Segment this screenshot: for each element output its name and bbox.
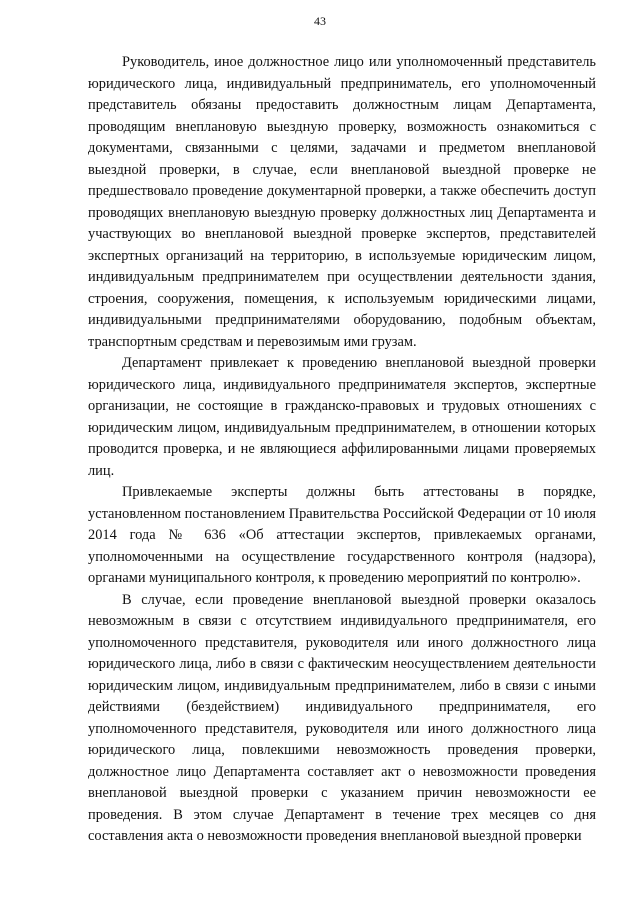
page-number: 43 — [314, 14, 326, 28]
paragraph-inspection-impossible: В случае, если проведение внеплановой выездной проверки оказалось невозможным в связи с отсутствием индивидуального предпринимателя, его уполномоченного представителя, руководителя или иного должностного лица юридического лица, либо в связи с фактическим неосуществлением деятельности юридическим лицом, индивидуальным предпринимателем, либо в связи с иными действиями (бездействием) индивидуального предпринимателя, его уполномоченного представителя, руководителя или иного должностного лица юридического лица, повлекшими невозможность проведения проверки, должностное лицо Департамента составляет акт о невозможности проведения внеплановой выездной проверки с указанием причин невозможности ее проведения. В этом случае Департамент в течение трех месяцев со дня составления акта о невозможности проведения внеплановой выездной проверки — [88, 591, 596, 844]
paragraph-experts-involvement: Департамент привлекает к проведению внеплановой выездной проверки юридического лица, индивидуального предпринимателя экспертов, экспертные организации, не состоящие в гражданско-правовых и трудовых отношениях с юридическим лицом, индивидуальным предпринимателем, в отношении которых проводится проверка, и не являющиеся аффилированными лицами проверяемых лиц. — [88, 355, 596, 479]
paragraph-experts-certification: Привлекаемые эксперты должны быть аттестованы в порядке, установленном постановлением Правительства Российской Федерации от 10 июля 2014 года № 636 «Об аттестации экспертов, привлекаемых органами, уполномоченными на осуществление государственного контроля (надзора), органами муниципального контроля, к проведению мероприятий по контролю». — [88, 484, 596, 586]
document-body — [88, 52, 596, 848]
paragraph-access-obligation: Руководитель, иное должностное лицо или уполномоченный представитель юридического лица, индивидуальный предприниматель, его уполномоченный представитель обязаны предоставить должностным лицам Департамента, проводящим внеплановую выездную проверку, возможность ознакомиться с документами, связанными с целями, задачами и предметом внеплановой выездной проверки, в случае, если внеплановой выездной проверке не предшествовало проведение документарной проверки, а также обеспечить доступ проводящих внеплановую выездную проверку должностных лиц Департамента и участвующих во внеплановой выездной проверке экспертов, представителей экспертных организаций на территорию, в используемые юридическим лицом, индивидуальным предпринимателем при осуществлении деятельности здания, строения, сооружения, помещения, к используемым юридическими лицами, индивидуальными предпринимателями оборудованию, подобным объектам, транспортным средствам и перевозимым ими грузам. — [88, 54, 596, 350]
